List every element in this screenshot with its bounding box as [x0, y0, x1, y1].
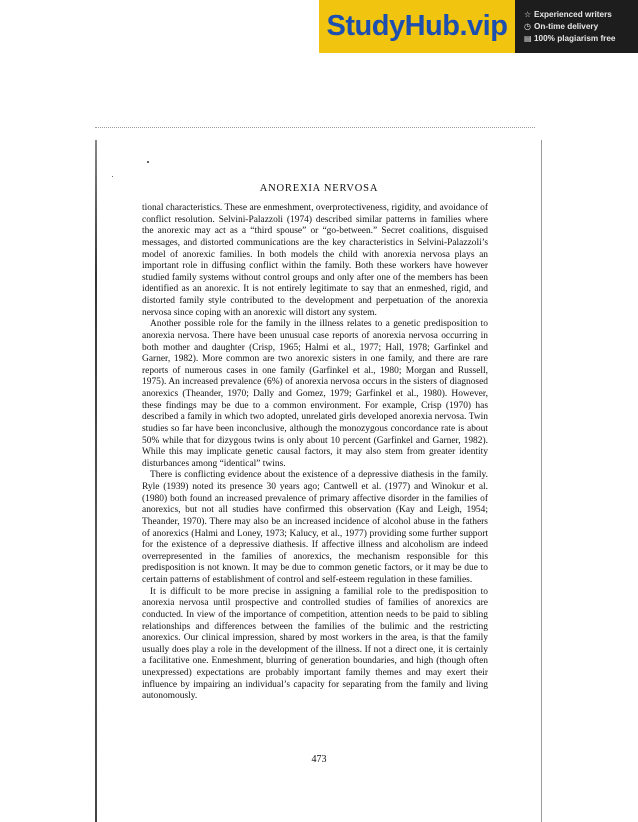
scan-left-edge [95, 140, 97, 822]
feature-item [524, 10, 638, 19]
scan-top-edge [95, 127, 535, 129]
feature-item [524, 34, 638, 43]
feature-label: 100% plagiarism free [534, 34, 616, 43]
feature-item [524, 22, 638, 31]
body-text [142, 203, 488, 703]
running-head: ANOREXIA NERVOSA [259, 183, 379, 194]
page-number: 473 [311, 754, 327, 765]
scan-speck [147, 161, 149, 163]
paragraph: Another possible role for the family in the illness relates to a genetic predisposition to anorexia nervosa. There have been unusual case reports of anorexia nervosa occurring in both mother and daughter (Crisp, 1965; Halmi et al., 1977; Hall, 1978; Garfinkel and Garner, 1982). More common are two anorexic sisters in one family, and there are rare reports of numerous cases in one family (Garfinkel et al., 1980; Morgan and Russell, 1975). An increased prevalence (6%) of anorexia nervosa occurs in the sisters of diagnosed anorexics (Theander, 1970; Dally and Gomez, 1979; Garfinkel et al., 1980). However, these findings may be due to a common environment. For example, Crisp (1970) has described a family in which two adopted, unrelated girls developed anorexia nervosa. Twin studies so far have been inconclusive, although the monozygous concordance rate is about 50% while that for dizygous twins is only about 10 percent (Garfinkel and Garner, 1982). While this may implicate genetic causal factors, it may also stem from greater identity disturbances among “identical” twins. [142, 319, 488, 469]
paragraph: There is conflicting evidence about the existence of a depressive diathesis in the family. Ryle (1939) noted its presence 30 years ago; Cantwell et al. (1977) and Winokur et al. (1980) both found an increased prevalence of primary affective disorder in the families of anorexics, but not all studies have confirmed this observation (Kay and Leigh, 1954; Theander, 1970). There may also be an increased incidence of alcohol abuse in the fathers of anorexics (Halmi and Loney, 1973; Kalucy, et al., 1977) providing some further support for the existence of a depressive diathesis. If affective illness and alcoholism are indeed overrepresented in the families of anorexics, the mechanism responsible for this predisposition is not known. It may be due to common genetic factors, or it may be due to certain patterns of establishment of control and self-esteem regulation in these families. [142, 470, 488, 585]
scan-right-edge [541, 140, 542, 822]
paragraph: tional characteristics. These are enmeshment, overprotectiveness, rigidity, and avoidance of conflict resolution. Selvini-Palazzoli (1974) described similar patterns in families where the anorexic may act as a “third spouse” or “go-between.” Secret coalitions, disguised messages, and distorted communications are the key characteristics in Selvini-Palazzoli’s model of anorexic families. In both models the child with anorexia nervosa plays an important role in diffusing conflict within the family. Both these workers have however studied family systems without control groups and only after one of the members has been identified as an anorexic. It is not entirely legitimate to say that an enmeshed, rigid, and distorted family style contributed to the development and perpetuation of the anorexia nervosa since coping with an anorexic will distort any system. [142, 203, 488, 318]
logo-text: StudyHub.vip [326, 10, 508, 42]
studyhub-logo[interactable] [319, 0, 515, 53]
star-icon: ☆ [524, 10, 532, 19]
paragraph: It is difficult to be more precise in assigning a familial role to the predisposition to anorexia nervosa until prospective and controlled studies of families of anorexics are conducted. In view of the importance of competition, attention needs to be paid to sibling relationships and differences between the families of the bulimic and the restricting anorexics. Our clinical impression, shared by most workers in the area, is that the family usually does play a role in the development of the illness. If not a direct one, it is certainly a facilitative one. Enmeshment, blurring of generation boundaries, and high (though often unexpressed) expectations are probably important family themes and may exert their influence by impairing an individual’s capacity for separating from the family and living autonomously. [142, 586, 488, 702]
clock-icon: ◷ [524, 22, 531, 31]
feature-list [515, 0, 638, 53]
feature-label: Experienced writers [534, 10, 612, 19]
document-icon: ▤ [524, 34, 532, 43]
feature-label: On-time delivery [534, 22, 599, 31]
promo-banner[interactable] [319, 0, 638, 53]
scan-speck [112, 176, 113, 177]
